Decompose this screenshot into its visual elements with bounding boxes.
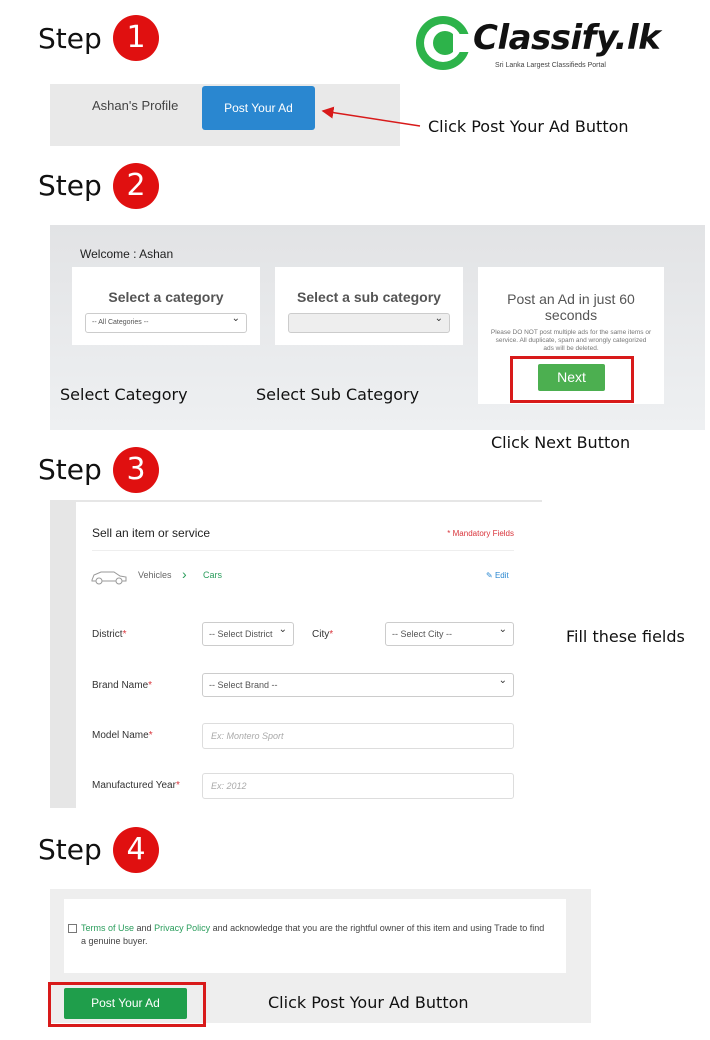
step-3-label: Step [38,453,102,486]
district-required-mark: * [122,629,127,640]
edit-link[interactable] [486,571,509,580]
next-button[interactable]: Next [538,364,605,391]
city-label [312,629,333,640]
year-label [92,780,180,791]
category-card [72,267,260,345]
post-ad-button-header[interactable]: Post Your Ad [202,86,315,130]
post-info-title: Post an Ad in just 60 seconds [507,291,635,323]
post-ad-highlight-box [48,982,206,1027]
step-4-label: Step [38,833,102,866]
step-1-label: Step [38,22,102,55]
step-4-annotation: Click Post Your Ad Button [268,993,469,1012]
step-3-panel [50,500,542,808]
mandatory-note: * Mandatory Fields [447,529,514,538]
terms-text-block [81,922,551,948]
step-2-label: Step [38,169,102,202]
terms-and-text: and [136,923,152,933]
step-4-badge: 4 [113,827,159,873]
model-required-mark: * [148,730,153,741]
chevron-right-icon: › [182,566,187,582]
logo-text: Classify.lk [473,18,661,58]
category-select[interactable]: -- All Categories -- ⌄ [85,313,247,333]
category-title: Select a category [108,289,224,305]
district-label-text: District [92,629,123,640]
year-label-text: Manufactured Year [92,780,176,791]
privacy-policy-link[interactable]: Privacy Policy [154,923,211,933]
subcategory-select[interactable] [288,313,450,333]
model-label-text: Model Name [92,730,149,741]
district-select[interactable]: -- Select District ⌄ [202,622,294,646]
brand-label-text: Brand Name [92,680,149,691]
form-divider [92,550,514,551]
post-info-note: Please DO NOT post multiple ads for the same items or service. All duplicate, spam and wrongly categorized ads will be deleted. [490,329,652,352]
terms-statement: and acknowledge that you are the rightful owner of this item and using Trade to find a genuine buyer. [81,923,545,946]
subcategory-title: Select a sub category [297,289,441,305]
post-ad-submit-button[interactable]: Post Your Ad [64,988,187,1019]
form-title: Sell an item or service [92,526,211,540]
city-select[interactable]: -- Select City -- ⌄ [385,622,514,646]
step-2-badge: 2 [113,163,159,209]
pencil-icon: ✎ [486,571,495,580]
brand-label [92,680,152,691]
brand-required-mark: * [148,680,153,691]
subcategory-card [275,267,463,345]
model-input[interactable]: Ex: Montero Sport [202,723,514,749]
year-input[interactable]: Ex: 2012 [202,773,514,799]
annot-select-category: Select Category [60,385,188,404]
step-1-annotation: Click Post Your Ad Button [428,117,629,136]
step-1-badge: 1 [113,15,159,61]
brand-select[interactable]: -- Select Brand -- ⌄ [202,673,514,697]
annot-select-subcategory: Select Sub Category [256,385,420,404]
breadcrumb-vehicles[interactable]: Vehicles [138,570,172,580]
breadcrumb-cars[interactable]: Cars [203,570,223,580]
sell-form [76,502,542,808]
model-label [92,730,153,741]
edit-label: Edit [494,571,509,580]
welcome-text: Welcome : Ashan [80,247,174,261]
annot-click-next: Click Next Button [491,433,631,452]
profile-link[interactable]: Ashan's Profile [92,98,179,113]
logo-tagline: Sri Lanka Largest Classifieds Portal [495,62,606,69]
terms-card [64,899,566,973]
annot-fill-fields: Fill these fields [566,627,685,646]
year-required-mark: * [175,780,180,791]
terms-checkbox[interactable] [68,924,77,933]
terms-of-use-link[interactable]: Terms of Use [81,923,135,933]
arrow-step1 [323,111,420,126]
step-3-badge: 3 [113,447,159,493]
car-icon [90,568,128,586]
city-required-mark: * [329,629,334,640]
next-highlight-box [510,356,634,403]
city-label-text: City [312,629,330,640]
district-label [92,629,126,640]
